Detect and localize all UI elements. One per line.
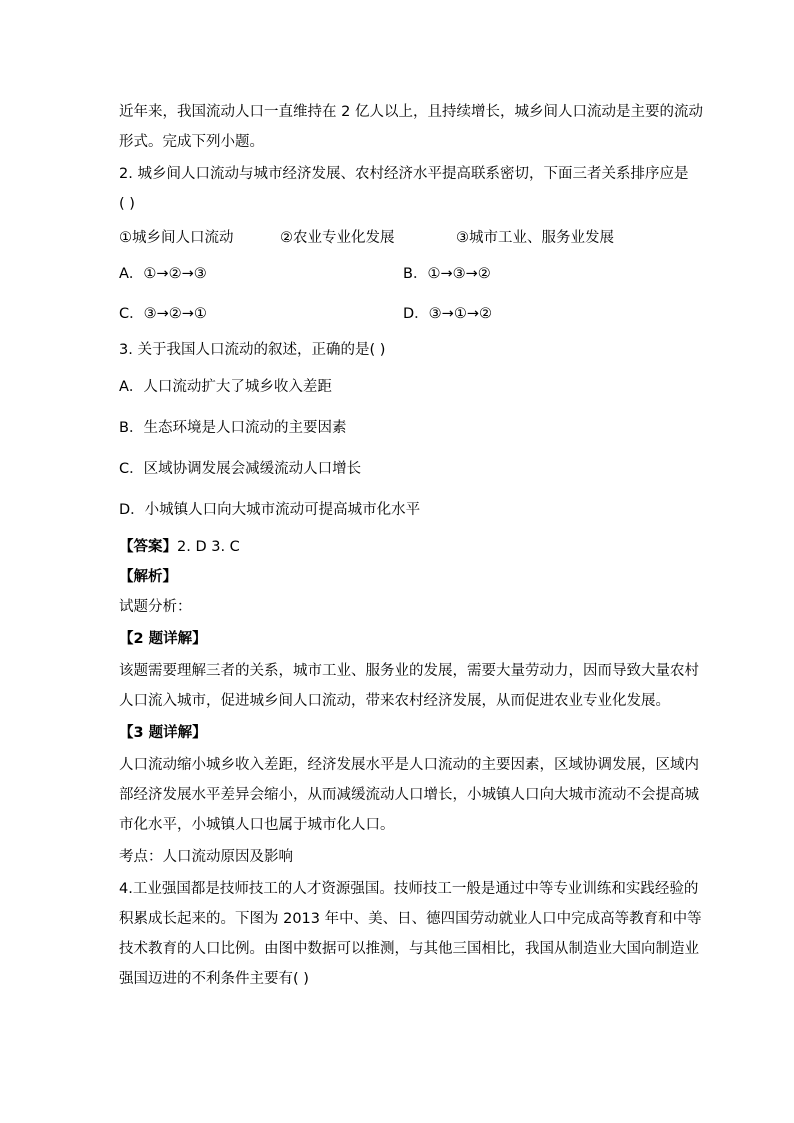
q2-item-3: ③城市工业、服务业发展: [456, 230, 614, 246]
intro-line-1: 近年来，我国流动人口一直维持在 2 亿人以上，且持续增长，城乡间人口流动是主要的流动: [119, 104, 703, 120]
q2-item-2: ②农业专业化发展: [280, 230, 395, 246]
q2-detail-label: 【2 题详解】: [119, 631, 207, 647]
q3-option-a: A．人口流动扩大了城乡收入差距: [119, 379, 332, 395]
q2-stem-line-1: 2. 城乡间人口流动与城市经济发展、农村经济水平提高联系密切，下面三者关系排序应是: [119, 166, 689, 182]
q4-line-3: 技术教育的人口比例。由图中数据可以推测，与其他三国相比，我国从制造业大国向制造业: [119, 941, 699, 957]
q3-detail-line-1: 人口流动缩小城乡收入差距，经济发展水平是人口流动的主要因素，区域协调发展，区域内: [119, 757, 699, 773]
q2-option-a: A．①→②→③: [119, 266, 207, 282]
analysis-intro: 试题分析：: [119, 599, 192, 615]
answer-label: 【答案】: [119, 539, 177, 555]
q2-detail-line-2: 人口流入城市，促进城乡间人口流动，带来农村经济发展，从而促进农业专业化发展。: [119, 693, 670, 709]
answer-line: [119, 537, 240, 557]
q3-stem: 3. 关于我国人口流动的叙述，正确的是( ): [119, 342, 386, 358]
q4-line-1: 4.工业强国都是技师技工的人才资源强国。技师技工一般是通过中等专业训练和实践经验的: [119, 881, 699, 897]
q3-detail-line-3: 市化水平，小城镇人口也属于城市化人口。: [119, 817, 395, 833]
answer-text: 2. D 3. C: [177, 539, 240, 555]
q4-line-4: 强国迈进的不利条件主要有( ): [119, 971, 309, 987]
q2-stem-line-2: ( ): [119, 196, 135, 212]
q2-option-d: D．③→①→②: [403, 306, 492, 322]
q4-line-2: 积累成长起来的。下图为 2013 年中、美、日、德四国劳动就业人口中完成高等教育和中等: [119, 911, 702, 927]
q3-option-d: D．小城镇人口向大城市流动可提高城市化水平: [119, 502, 421, 518]
q3-option-c: C．区域协调发展会减缓流动人口增长: [119, 461, 362, 477]
analysis-label: 【解析】: [119, 569, 177, 585]
q3-detail-line-2: 部经济发展水平差异会缩小，从而减缓流动人口增长，小城镇人口向大城市流动不会提高城: [119, 787, 699, 803]
q3-detail-label: 【3 题详解】: [119, 725, 207, 741]
intro-line-2: 形式。完成下列小题。: [119, 134, 264, 150]
q2-item-1: ①城乡间人口流动: [119, 230, 234, 246]
kaodian-line: 考点：人口流动原因及影响: [119, 849, 293, 865]
q3-option-b: B．生态环境是人口流动的主要因素: [119, 420, 347, 436]
q2-option-c: C．③→②→①: [119, 306, 207, 322]
q2-detail-line-1: 该题需要理解三者的关系，城市工业、服务业的发展，需要大量劳动力，因而导致大量农村: [119, 663, 699, 679]
q2-option-b: B．①→③→②: [403, 266, 491, 282]
